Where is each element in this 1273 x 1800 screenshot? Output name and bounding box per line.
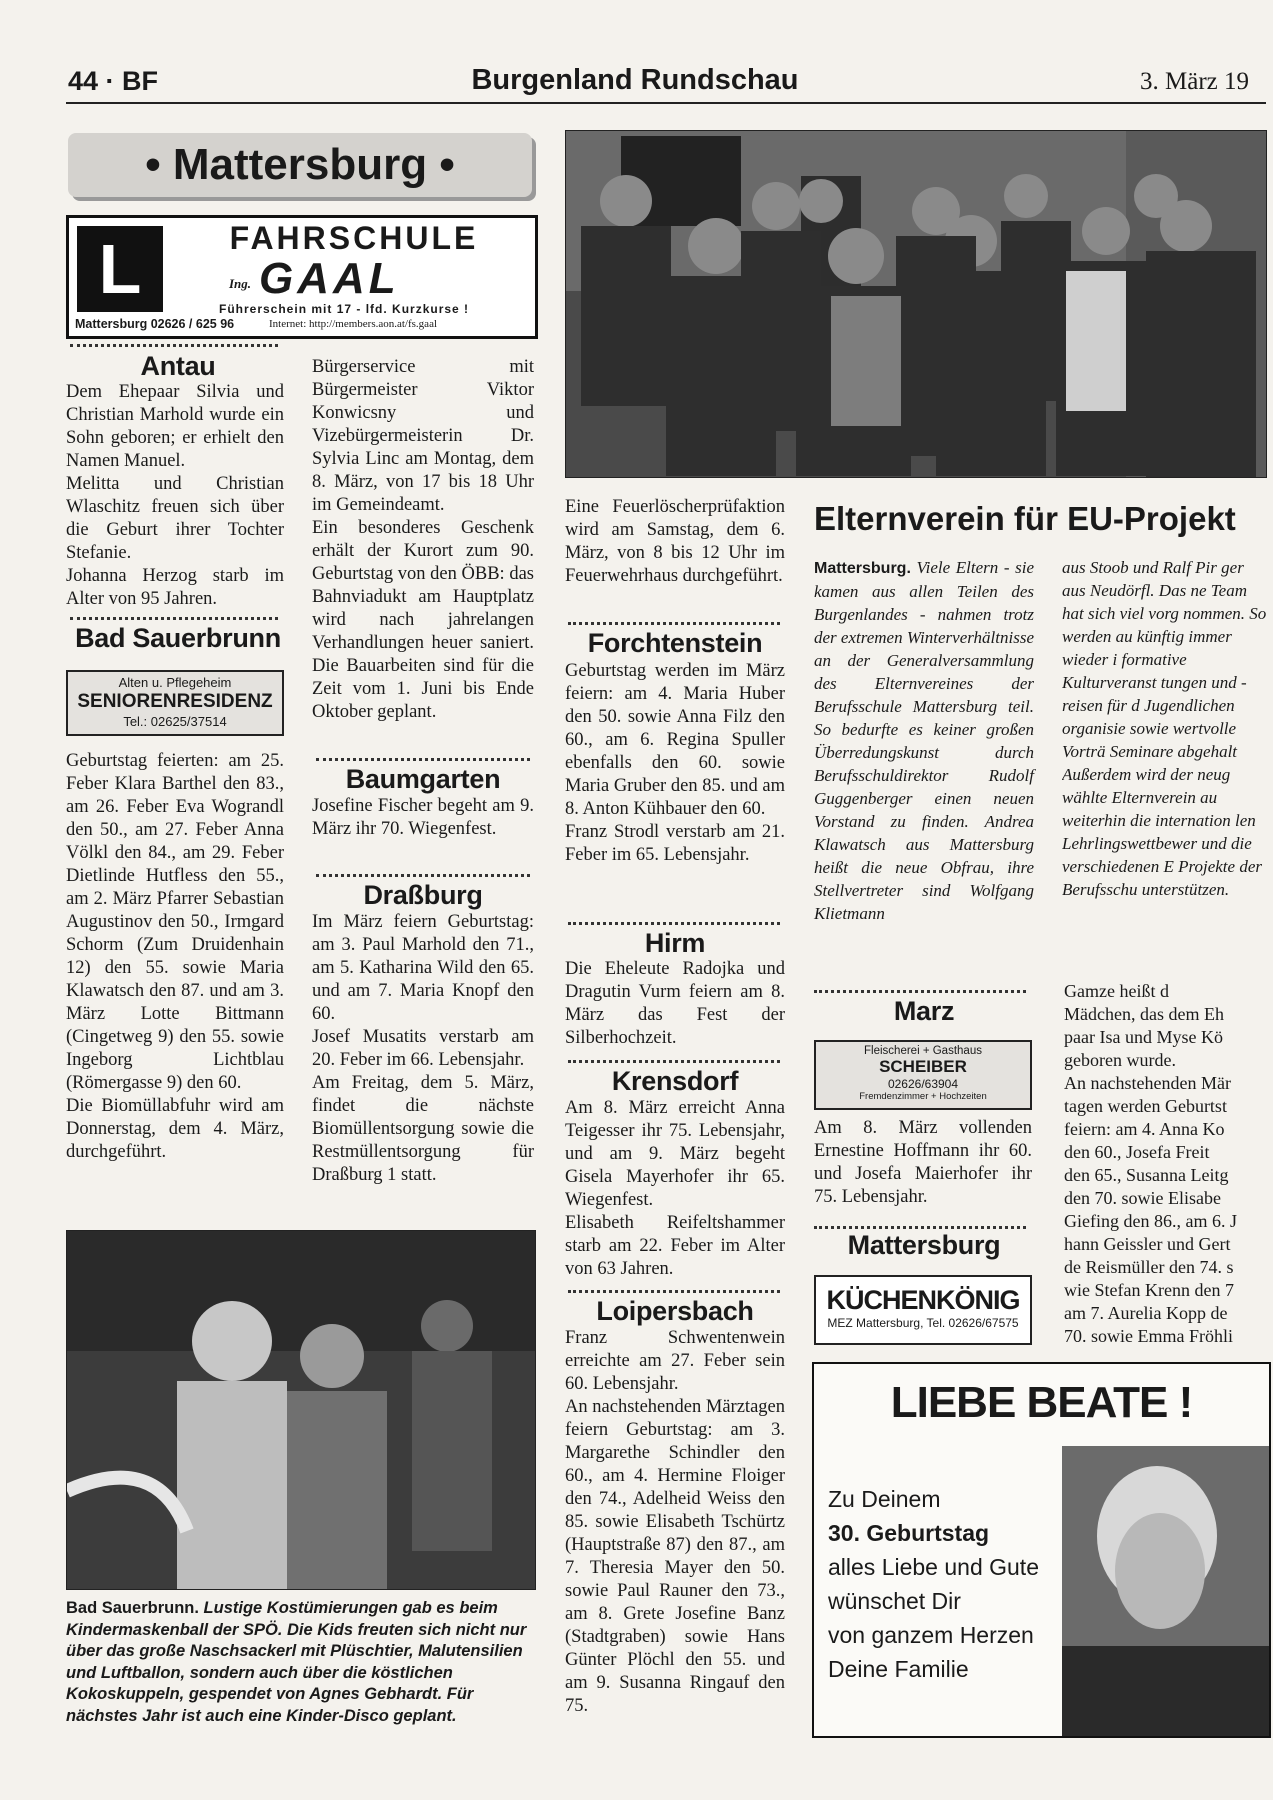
text-line: Deine Familie [828,1656,969,1682]
text-line: wie Stefan Krenn den 7 [1064,1280,1234,1300]
group-photo-image [566,131,1266,477]
newspaper-title: Burgenland Rundschau [471,64,799,96]
divider [316,874,530,877]
text-line: An nachstehenden Mär [1064,1073,1231,1093]
heading-baumgarten: Baumgarten [345,764,501,794]
article-marz: Am 8. März vollenden Ernestine Hoffmann ihr 60. und Josefa Maierhofer ihr 75. Lebensjahr. [814,1118,1032,1207]
divider [568,1290,780,1293]
heading-mattersburg: Mattersburg [847,1230,1001,1260]
header-rule [66,102,1266,104]
group-photo [565,130,1267,478]
heading-hirm: Hirm [644,928,706,958]
divider [70,344,278,347]
issue-date: 3. März 19 [1140,68,1249,95]
heading-krensdorf: Krensdorf [611,1066,739,1096]
divider [568,1060,780,1063]
driving-school-ad [66,215,538,339]
portrait-photo [1062,1446,1269,1736]
article-loipersbach: Franz Schwentenwein erreichte am 27. Feber sein 60. Lebensjahr. An nachstehenden Märztagen feiern Geburtstag: am 3. Margarethe Schindler den 60., am 4. Hermine Floiger den 74., Adelheid Weiss den 85. sowie Elisabeth Tschürtz (Hauptstraße 87) den 87., am 7. Theresia Mayer den 50. sowie Paul Rauner den 73., am 8. Grete Josefine Banz (Stadtgraben) sowie Hans Günter Plöchl den 55. und am 9. Susanna Ringauf den 75. [565,1328,785,1716]
text-line: am 7. Aurelia Kopp de [1064,1303,1228,1323]
heading-marz: Marz [893,996,955,1026]
text-line: Zu Deinem [828,1486,941,1512]
heading-elternverein: Elternverein für EU-Projekt [814,500,1236,537]
divider [814,1226,1026,1229]
text-line: hann Geissler und Gert [1064,1234,1231,1254]
heading-forchtenstein: Forchtenstein [587,628,763,658]
ad-line: SENIORENRESIDENZ [77,691,273,712]
article-lead: Mattersburg. [814,560,911,577]
text-line: alles Liebe und Gute [828,1554,1039,1580]
text-line: den 60., Josefa Freit [1064,1142,1210,1162]
divider [568,922,780,925]
ad-line: KÜCHENKÖNIG [826,1285,1020,1315]
section-banner: • Mattersburg • [68,133,532,197]
heading-drassburg: Draßburg [363,880,483,910]
article-bad-sauerbrunn-cont: Bürgerservice mit Bürgermeister Viktor Konwicsny und Vizebürgermeisterin Dr. Sylvia Linc am Montag, dem 8. März, von 17 bis 18 Uhr im Gemeindeamt. Ein besonderes Geschenk erhält der Kurort zum 90. Geburtstag von den ÖBB: das Bahnviadukt am Hauptplatz wird nach jahrelangen Verhandlungen heuer saniert. Die Bauarbeiten sind für die Zeit vom 1. Juni bis Ende Oktober geplant. [312,357,534,722]
birthday-title: LIEBE BEATE ! [890,1378,1193,1427]
ad-line1: FAHRSCHULE [229,220,479,256]
ad-line: SCHEIBER [879,1057,967,1076]
kitchen-ad [814,1275,1032,1345]
costume-party-image [67,1231,535,1589]
article-elternverein-right: aus Stoob und Ralf Pir ger aus Neudörfl. Das ne Team hat sich viel vorg nommen. So werden au künftig immer wieder i formative Kulturveranst tungen und -reisen für d Jugendlichen organisie sowie wertvolle Vorträ Seminare abgehalt Außerdem wird der neug wählte Elternverein au weiterhin die internation len Lehrlingswettbewer und die verschiedenen E Projekte der Berufsschu unterstützen. [1062,558,1267,899]
heading-loipersbach: Loipersbach [596,1296,754,1326]
text-line: feiern: am 4. Anna Ko [1064,1119,1225,1139]
text-line: 70. sowie Emma Fröhli [1064,1326,1233,1346]
article-bad-sauerbrunn: Geburtstag feierten: am 25. Feber Klara Barthel den 83., am 26. Feber Eva Wograndl den 50., am 27. Feber Anna Völkl den 84., am 29. Feber Dietlinde Hutfless den 55., am 2. März Pfarrer Sebastian Augustinov den 50., Irmgard Schorm (Zum Druidenhain 12) den 55. sowie Maria Klawatsch den 87. und am 3. März Lotte Bittmann (Cingetweg 9) den 55. sowie Ingeborg Lichtblau (Römergasse 9) den 60. Die Biomüllabfuhr wird am Donnerstag, dem 4. März, durchgeführt. [66,751,284,1162]
heading-antau: Antau [140,351,216,381]
photo-caption [66,1598,536,1727]
divider [316,758,530,761]
text-line: von ganzem Herzen [828,1622,1034,1648]
ad-name: GAAL [259,254,400,303]
divider [70,617,278,620]
article-body: Viele Eltern - sie kamen aus allen Teilen des Burgenlandes - nahmen trotz der extremen Winterverhältnisse an der Generalversammlung des Elternvereines der Berufsschule Mattersburg teil. So bedurfte es keiner großen Überredungskunst durch Berufsschuldirektor Rudolf Guggenberger einen neuen Vorstand zu finden. Andrea Klawatsch aus Mattersburg heißt die neue Obfrau, ihre Stellvertreter sind Wolfgang Klietmann [814,558,1035,923]
caption-lead: Bad Sauerbrunn. [66,1599,199,1617]
portrait-image [1062,1446,1269,1736]
article-drassburg: Im März feiern Geburtstag: am 3. Paul Marhold den 71., am 5. Katharina Wild den 65. und am 7. Maria Knopf den 60. Josef Musatits verstarb am 20. Feber im 66. Lebensjahr. Am Freitag, dem 5. März, findet die nächste Biomüllentsorgung sowie die Restmüllentsorgung für Draßburg 1 statt. [312,912,534,1185]
ad-ing: Ing. [229,276,252,291]
ad-line: Fleischerei + Gasthaus [864,1045,982,1057]
ad-contact: Mattersburg 02626 / 625 96 [75,317,235,331]
article-feuerloescher: Eine Feuerlöscherprüfaktion wird am Samstag, dem 6. März, von 8 bis 12 Uhr im Feuerwehrhaus durchgeführt. [565,497,785,586]
text-line: de Reismüller den 74. s [1064,1257,1234,1277]
heading-bad-sauerbrunn: Bad Sauerbrunn [75,623,281,653]
article-baumgarten: Josefine Fischer begeht am 9. März ihr 70. Wiegenfest. [312,796,534,839]
article-antau: Dem Ehepaar Silvia und Christian Marhold wurde ein Sohn geboren; er erhielt den Namen Manuel. Melitta und Christian Wlaschitz freuen sich über die Geburt ihrer Tochter Stefanie. Johanna Herzog starb im Alter von 95 Jahren. [66,382,284,609]
divider [814,990,1026,993]
article-forchtenstein: Geburtstag werden im März feiern: am 4. Maria Huber den 50. sowie Anna Filz den 60., am 6. Regina Spuller ebenfalls den 60. sowie Maria Gruber den 85. und am 8. Anton Kühbauer den 60. Franz Strodl verstarb am 21. Feber im 65. Lebensjahr. [565,661,785,865]
text-line: tagen werden Geburtst [1064,1096,1227,1116]
text-line: Giefing den 86., am 6. J [1064,1211,1237,1231]
text-line: wünschet Dir [828,1588,961,1614]
page-number: 44 · BF [68,66,159,96]
text-line: den 70. sowie Elisabe [1064,1188,1221,1208]
ad-slogan: Führerschein mit 17 - lfd. Kurzkurse ! [219,302,470,316]
article-hirm: Die Eheleute Radojka und Dragutin Vurm feiern am 8. März das Fest der Silberhochzeit. [565,959,785,1048]
ad-line: 02626/63904 [887,1077,959,1091]
ad-line: Fremdenzimmer + Hochzeiten [859,1091,987,1102]
article-column5 [1064,980,1268,1348]
birthday-message [828,1482,1048,1686]
senior-residence-ad [66,670,284,736]
article-krensdorf: Am 8. März erreicht Anna Teigesser ihr 75. Lebensjahr, und am 9. März begeht Gisela Mayerhofer ihr 65. Wiegenfest. Elisabeth Reifeltshammer starb am 22. Feber im Alter von 63 Jahren. [565,1098,785,1279]
article-elternverein-left [814,556,1034,925]
ad-line: Alten u. Pflegeheim [118,675,232,690]
text-line: Mädchen, das dem Eh [1064,1004,1224,1024]
ad-line: MEZ Mattersburg, Tel. 02626/67575 [827,1316,1019,1330]
ad-line: Tel.: 02625/37514 [123,714,227,729]
birthday-ad [812,1362,1271,1738]
text-line: Gamze heißt d [1064,981,1169,1001]
text-line: 30. Geburtstag [828,1520,990,1546]
ad-internet: Internet: http://members.aon.at/fs.gaal [269,318,438,330]
text-line: den 65., Susanna Leitg [1064,1165,1229,1185]
learner-plate-icon: L [77,226,163,312]
divider [568,622,780,625]
text-line: geboren wurde. [1064,1050,1176,1070]
costume-party-photo [66,1230,536,1590]
butcher-ad [814,1040,1032,1110]
text-line: paar Isa und Myse Kö [1064,1027,1223,1047]
caption-text: Lustige Kostümierungen gab es beim Kindermaskenball der SPÖ. Die Kids freuten sich nicht nur über das große Naschsackerl mit Plüschtier, Malutensilien und Luftballon, sondern auch über die köstlichen Kokoskuppeln, gespendet von Agnes Gebhardt. Für nächstes Jahr ist auch eine Kinder-Disco geplant. [66,1599,527,1725]
